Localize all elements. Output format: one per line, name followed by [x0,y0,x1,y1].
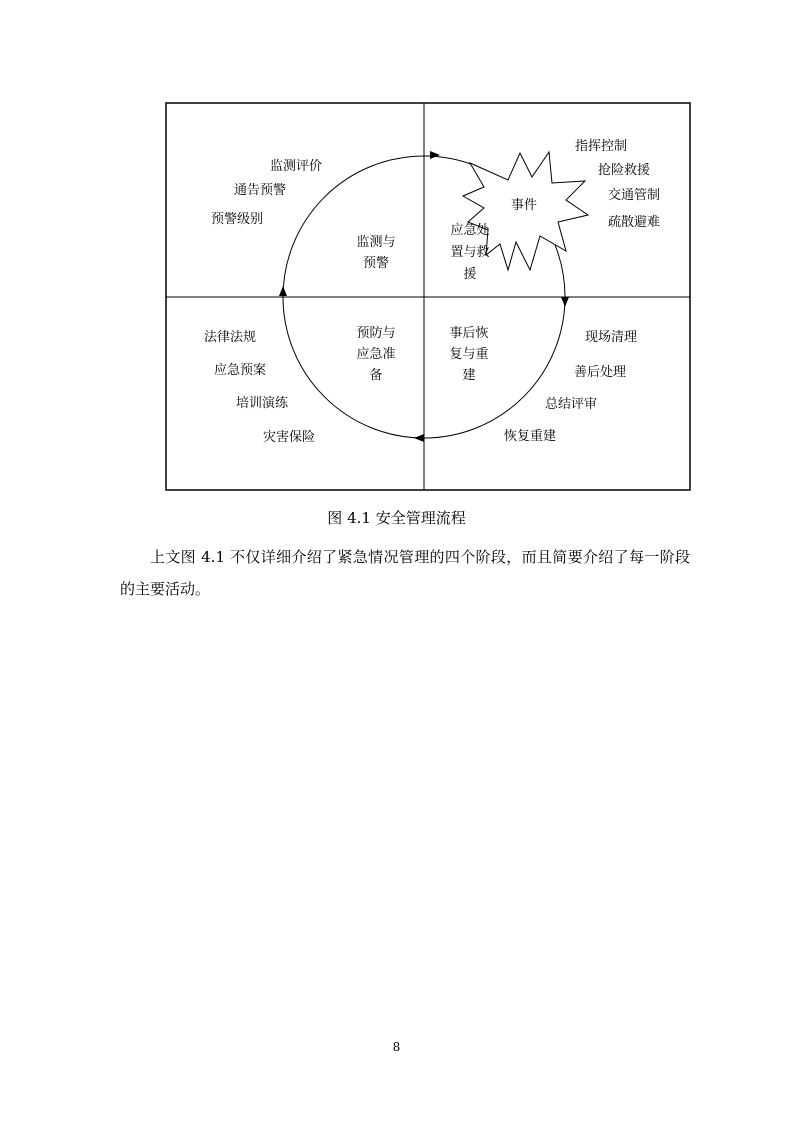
activity-traffic-control: 交通管制 [607,188,661,203]
activity-emergency-plan: 应急预案 [213,363,267,378]
arrow-bottom-icon [414,434,424,442]
phase-prevention-line3: 备 [369,368,383,383]
phase-response-line1: 应急处 [450,223,490,238]
activity-reconstruction: 恢复重建 [503,429,557,444]
phase-monitoring-line2: 预警 [362,256,390,271]
arrow-left-icon [279,286,287,296]
activity-evacuation: 疏散避难 [607,215,661,230]
event-label: 事件 [510,198,538,213]
phase-prevention-line1: 预防与 [356,326,396,341]
phase-prevention-line2: 应急准 [356,347,396,362]
body-paragraph: 上文图 4.1 不仅详细介绍了紧急情况管理的四个阶段，而且简要介绍了每一阶段的主要活动。 [120,548,690,598]
arrow-top-icon [430,151,440,159]
activity-rescue: 抢险救援 [597,163,651,178]
safety-management-diagram [0,0,793,500]
activity-alert-notice: 通告预警 [233,183,287,198]
phase-response-line3: 援 [463,267,477,282]
figure-caption: 图 4.1 安全管理流程 [327,509,466,527]
phase-recovery-line1: 事后恢 [449,326,489,341]
page-number: 8 [392,1040,401,1054]
phase-recovery-line3: 建 [462,368,476,383]
activity-aftermath: 善后处理 [573,365,627,380]
activity-insurance: 灾害保险 [262,430,316,445]
activity-training: 培训演练 [235,396,289,411]
activity-laws: 法律法规 [203,330,257,345]
activity-command-control: 指挥控制 [574,139,628,154]
activity-alert-level: 预警级别 [210,212,264,227]
arrow-right-icon [561,297,569,307]
activity-site-cleanup: 现场清理 [584,330,638,345]
phase-response-line2: 置与救 [450,245,490,260]
phase-monitoring-line1: 监测与 [356,235,396,250]
activity-monitoring-evaluation: 监测评价 [269,159,323,174]
activity-review: 总结评审 [544,397,598,412]
phase-recovery-line2: 复与重 [449,347,489,362]
